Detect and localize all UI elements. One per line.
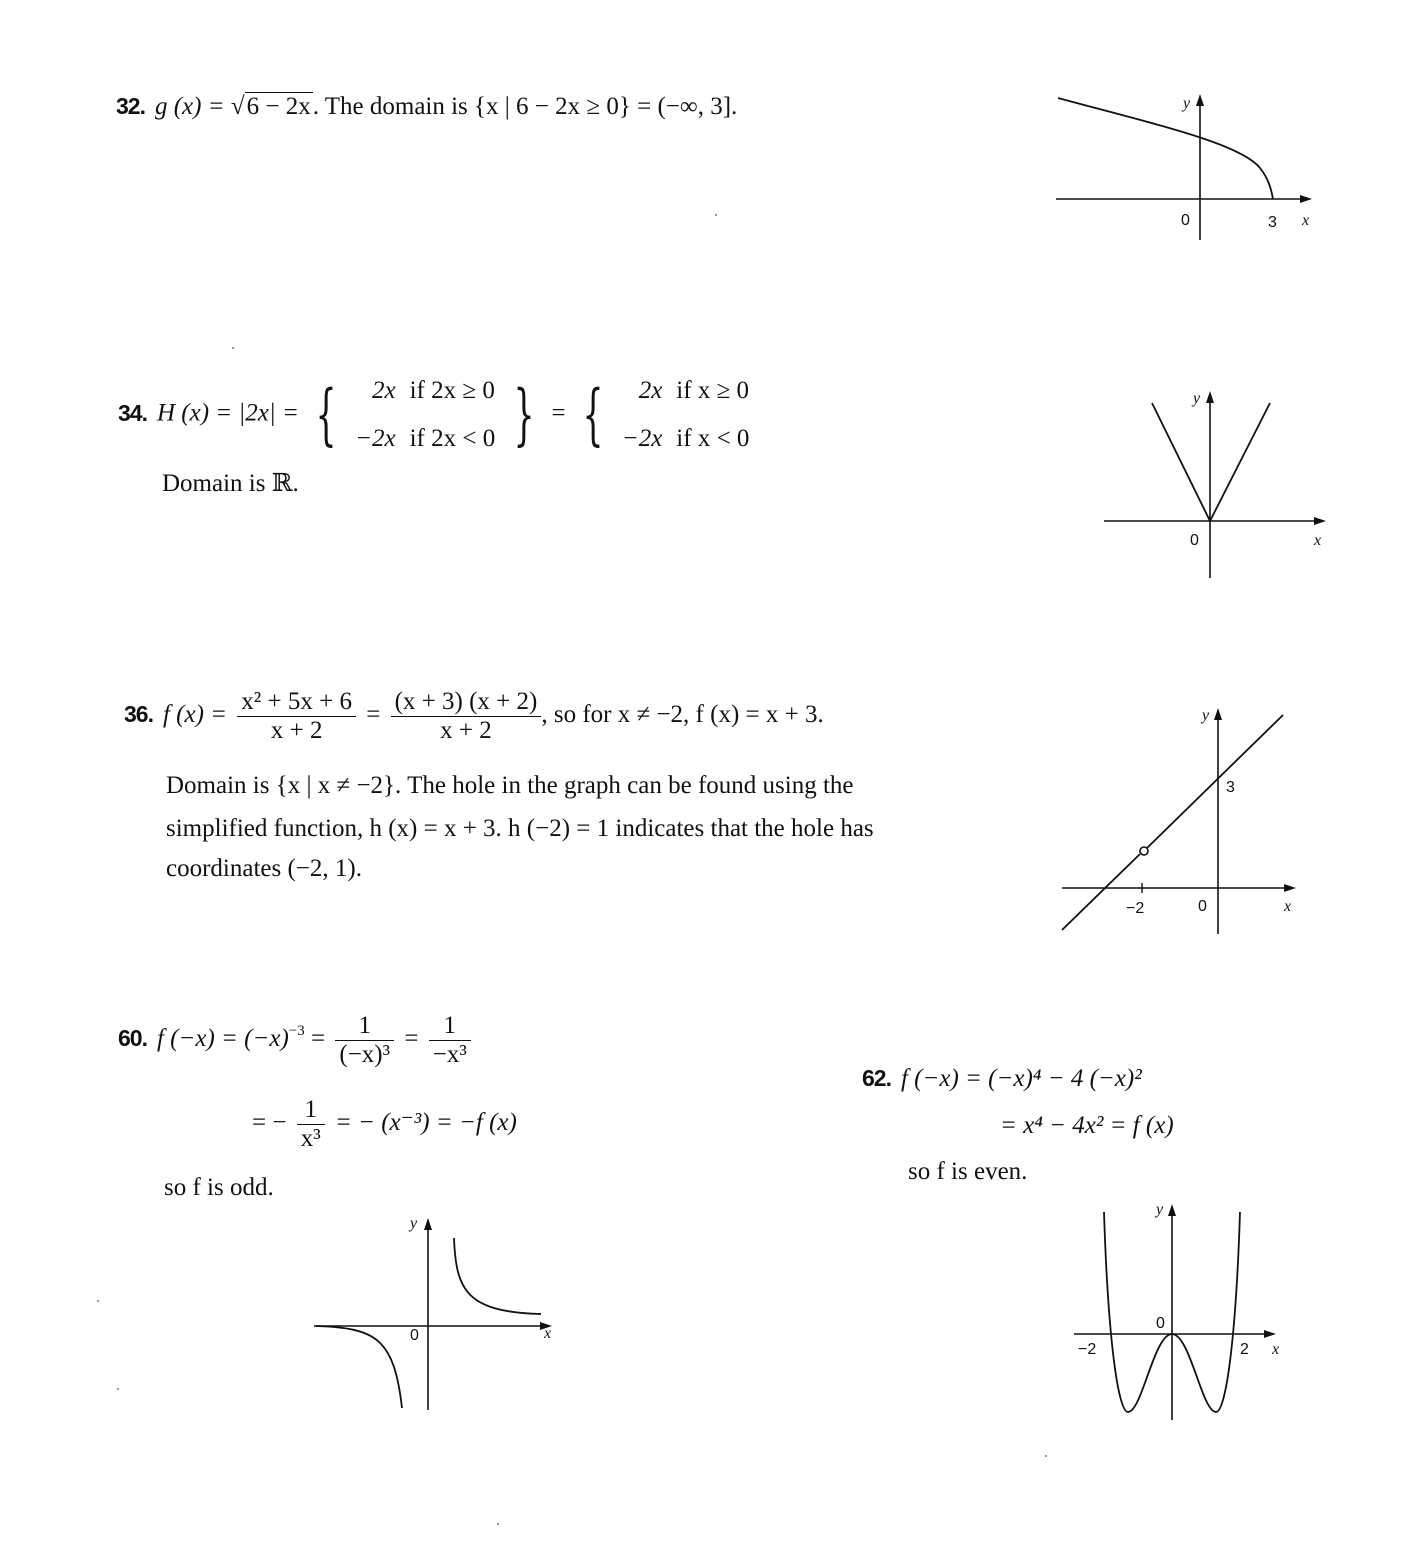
line-upper (1147, 715, 1283, 848)
function-definition: g (x) = (154, 93, 231, 120)
scan-speck (1045, 1455, 1047, 1457)
domain-text: . The domain is {x | 6 − 2x ≥ 0} = (−∞, 3]. (312, 93, 738, 120)
left-brace: { (582, 376, 604, 453)
line-lower (1062, 854, 1140, 930)
case-expr: −2x (621, 425, 663, 452)
curve-left-branch (316, 1326, 402, 1408)
tick-label-3: 3 (1268, 214, 1277, 231)
origin-label: 0 (1181, 212, 1190, 229)
x-label: x (1314, 532, 1322, 549)
fraction-1 (237, 688, 356, 745)
y-axis-arrow (1206, 391, 1214, 403)
sqrt-curve (1058, 98, 1273, 199)
case-expr: 2x (638, 377, 663, 404)
problem-number: 32. (116, 93, 145, 119)
x-axis-arrow (1284, 884, 1296, 892)
fraction-1 (335, 1012, 394, 1069)
equals: = (366, 701, 381, 729)
case-cond: if 2x ≥ 0 (409, 377, 495, 404)
graph-60 (306, 1210, 568, 1415)
graph-62 (1070, 1198, 1290, 1424)
graph-36 (1058, 700, 1308, 940)
origin-label: 0 (1198, 898, 1207, 915)
x-label: x (1284, 898, 1292, 915)
tick-label-3: 3 (1226, 779, 1235, 796)
problem-number: 36. (124, 701, 153, 728)
lhs: f (x) = (162, 701, 228, 729)
right-brace: } (513, 376, 535, 453)
equals: = (404, 1025, 419, 1053)
line2-prefix: = − (252, 1109, 287, 1137)
scan-speck (117, 1388, 119, 1390)
problem-62-line1 (862, 1062, 1142, 1095)
scan-speck (232, 347, 234, 349)
line2-suffix: = − (x⁻³) = −f (x) (334, 1109, 517, 1137)
numerator: (x + 3) (x + 2) (391, 688, 542, 717)
y-axis-arrow (1196, 94, 1204, 106)
problem-34-domain: Domain is ℝ. (162, 470, 299, 497)
problem-number: 34. (118, 399, 147, 426)
exponent: −3 (288, 1023, 305, 1040)
problem-36-line3: coordinates (−2, 1). (166, 855, 362, 882)
numerator: x² + 5x + 6 (237, 688, 356, 717)
left-brace: { (315, 376, 337, 453)
equation-line2: = x⁴ − 4x² = f (x) (1000, 1112, 1174, 1139)
y-axis-arrow (1214, 708, 1222, 720)
problem-number: 62. (862, 1065, 891, 1091)
radicand: 6 − 2x (246, 93, 311, 120)
lhs: H (x) = |2x| = (156, 399, 299, 427)
problem-number: 60. (118, 1025, 147, 1052)
tick-label-neg2: −2 (1078, 1341, 1097, 1358)
problem-34-statement (118, 366, 757, 464)
problem-36-statement (124, 688, 824, 745)
x-axis-arrow (1300, 195, 1312, 203)
denominator: x + 2 (440, 717, 492, 744)
case-expr: 2x (371, 377, 396, 404)
equation-line1: f (−x) = (−x)⁴ − 4 (−x)² (900, 1065, 1142, 1092)
problem-60-line2 (252, 1096, 517, 1153)
y-label: y (1202, 707, 1210, 724)
y-label: y (410, 1215, 418, 1232)
scan-speck (97, 1300, 99, 1302)
curve-right-branch (454, 1238, 541, 1314)
fraction-3 (297, 1096, 325, 1153)
case-cond: if 2x < 0 (409, 425, 496, 452)
problem-62-conclusion: so f is even. (908, 1158, 1028, 1185)
sqrt-sign: √ (230, 93, 245, 120)
case-expr: −2x (355, 425, 396, 452)
case-cond: if x < 0 (676, 425, 750, 452)
denominator: −x³ (432, 1041, 467, 1068)
graph-32 (1050, 88, 1320, 248)
y-label: y (1156, 1201, 1164, 1218)
x-label: x (1302, 212, 1310, 229)
y-label: y (1193, 390, 1201, 407)
problem-36-line2: simplified function, h (x) = x + 3. h (−2) = 1 indicates that the hole has (166, 815, 874, 842)
origin-label: 0 (1190, 532, 1199, 549)
y-label: y (1183, 95, 1191, 112)
problem-60-conclusion: so f is odd. (164, 1174, 274, 1201)
hole-marker (1140, 847, 1148, 855)
equals: = (551, 399, 566, 427)
tick-label-neg2: −2 (1126, 900, 1145, 917)
x-label: x (1272, 1341, 1280, 1358)
graph-34 (1100, 385, 1340, 585)
lhs: f (−x) = (−x) (156, 1025, 289, 1053)
problem-36-line1: Domain is {x | x ≠ −2}. The hole in the graph can be found using the (166, 772, 854, 799)
y-axis-arrow (424, 1218, 432, 1230)
abs-curve (1152, 403, 1270, 521)
problem-62-line2 (1000, 1110, 1174, 1142)
y-axis-arrow (1168, 1204, 1176, 1216)
piecewise-cases-1 (347, 366, 503, 464)
x-axis-arrow (1264, 1330, 1276, 1338)
x-label: x (544, 1325, 552, 1342)
problem-32-statement (116, 90, 737, 123)
denominator: (−x)³ (339, 1041, 391, 1068)
tick-label-2: 2 (1240, 1341, 1249, 1358)
numerator: 1 (297, 1096, 325, 1125)
scan-speck (715, 214, 717, 216)
numerator: 1 (429, 1012, 471, 1041)
origin-label: 0 (1156, 1315, 1165, 1332)
origin-label: 0 (410, 1327, 419, 1344)
denominator: x³ (300, 1125, 321, 1152)
fraction-2 (391, 688, 542, 745)
x-axis-arrow (1314, 517, 1326, 525)
piecewise-cases-2 (614, 366, 758, 464)
fraction-2 (429, 1012, 471, 1069)
condition-text: , so for x ≠ −2, f (x) = x + 3. (541, 701, 824, 729)
problem-60-line1 (118, 1012, 475, 1069)
case-cond: if x ≥ 0 (676, 377, 750, 404)
numerator: 1 (335, 1012, 394, 1041)
scan-speck (497, 1523, 499, 1525)
denominator: x + 2 (270, 717, 323, 744)
equals: = (304, 1025, 326, 1053)
